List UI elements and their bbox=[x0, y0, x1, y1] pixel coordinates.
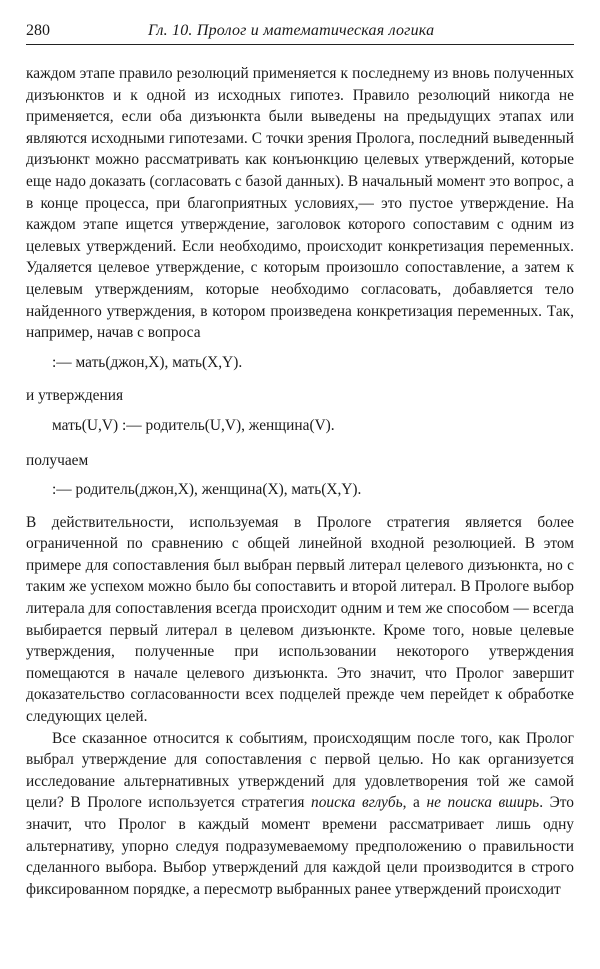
paragraph-continuation: каждом этапе правило резолюций применяется к последнему из вновь полученных дизъюнктов и к одной из исходных гипотез. Правило резолюций никогда не применяется, если оба дизъюнкта были выведены на предыдущих этапах или являются исходными гипотезами. С точки зрения Пролога, последний выведенный дизъюнкт можно рассматривать как конъюнкцию целевых утверждений, которые еще надо доказать (согласовать с базой данных). В начальный момент это вопрос, а в конце процесса, при благоприятных условиях,— это пустое утверждение. На каждом этапе ищется утверждение, заголовок которого сопоставим с одним из целевых утверждений. Если необходимо, происходит конкретизация переменных. Удаляется целевое утверждение, с которым произошло сопоставление, а затем к целевым утверждениям, которые необходимо согласовать, добавляется тело найденного утверждения, в котором произведена конкретизация переменных. Так, например, начав с вопроса bbox=[26, 65, 574, 342]
term-depth-first: поиска вглубь bbox=[311, 794, 403, 812]
connector-text-obtain: получаем bbox=[26, 451, 89, 469]
formula-result: :— родитель(джон,X), женщина(X), мать(X,Y). bbox=[52, 481, 362, 499]
chapter-title: Гл. 10. Пролог и математическая логика bbox=[148, 22, 435, 39]
connector-text-and-statement: и утверждения bbox=[26, 387, 124, 405]
book-page bbox=[26, 20, 574, 900]
page-number: 280 bbox=[26, 22, 50, 39]
paragraph-search-strategy bbox=[26, 728, 574, 901]
term-breadth-first: не поиска вширь bbox=[426, 794, 540, 812]
formula-query: :— мать(джон,X), мать(X,Y). bbox=[52, 353, 243, 371]
paragraph-strategy: В действительности, используемая в Прологе стратегия является более ограниченной по сравнению с общей линейной входной резолюцией. В этом примере для сопоставления был выбран первый литерал целевого дизъюнкта, но с таким же успехом можно было бы сопоставить и второй литерал. В Прологе выбор литерала для сопоставления всегда происходит одним и тем же способом — всегда выбирается первый литерал в целевом дизъюнкте. Кроме того, новые целевые утверждения, полученные при использовании некоторого утверждения помещаются в начале целевого дизъюнкта. Это значит, что Пролог завершит доказательство согласованности всех подцелей прежде чем перейдет к обработке следующих целей. bbox=[26, 513, 574, 726]
formula-rule: мать(U,V) :— родитель(U,V), женщина(V). bbox=[52, 416, 335, 434]
running-head bbox=[26, 20, 574, 45]
paragraph-search-text-1: Все сказанное относится к событиям, происходящим после того, как Пролог выбрал утверждение для сопоставления с первой целью. Но как организуется исследование альтернативных утверждений для удовлетворения той же самой цели? В Прологе используется стратегия bbox=[26, 729, 574, 812]
paragraph-search-text-2: , а bbox=[402, 794, 427, 812]
page-body bbox=[26, 63, 574, 900]
paragraph-search-text-3: . Это значит, что Пролог в каждый момент времени рассматривает лишь одну альтернативу, упорно следуя подразумеваемому предположению о правильности сделанного выбора. Выбор утверждений для каждой цели производится в строго фиксированном порядке, а пересмотр выбранных ранее утверждений происходит bbox=[26, 794, 575, 898]
